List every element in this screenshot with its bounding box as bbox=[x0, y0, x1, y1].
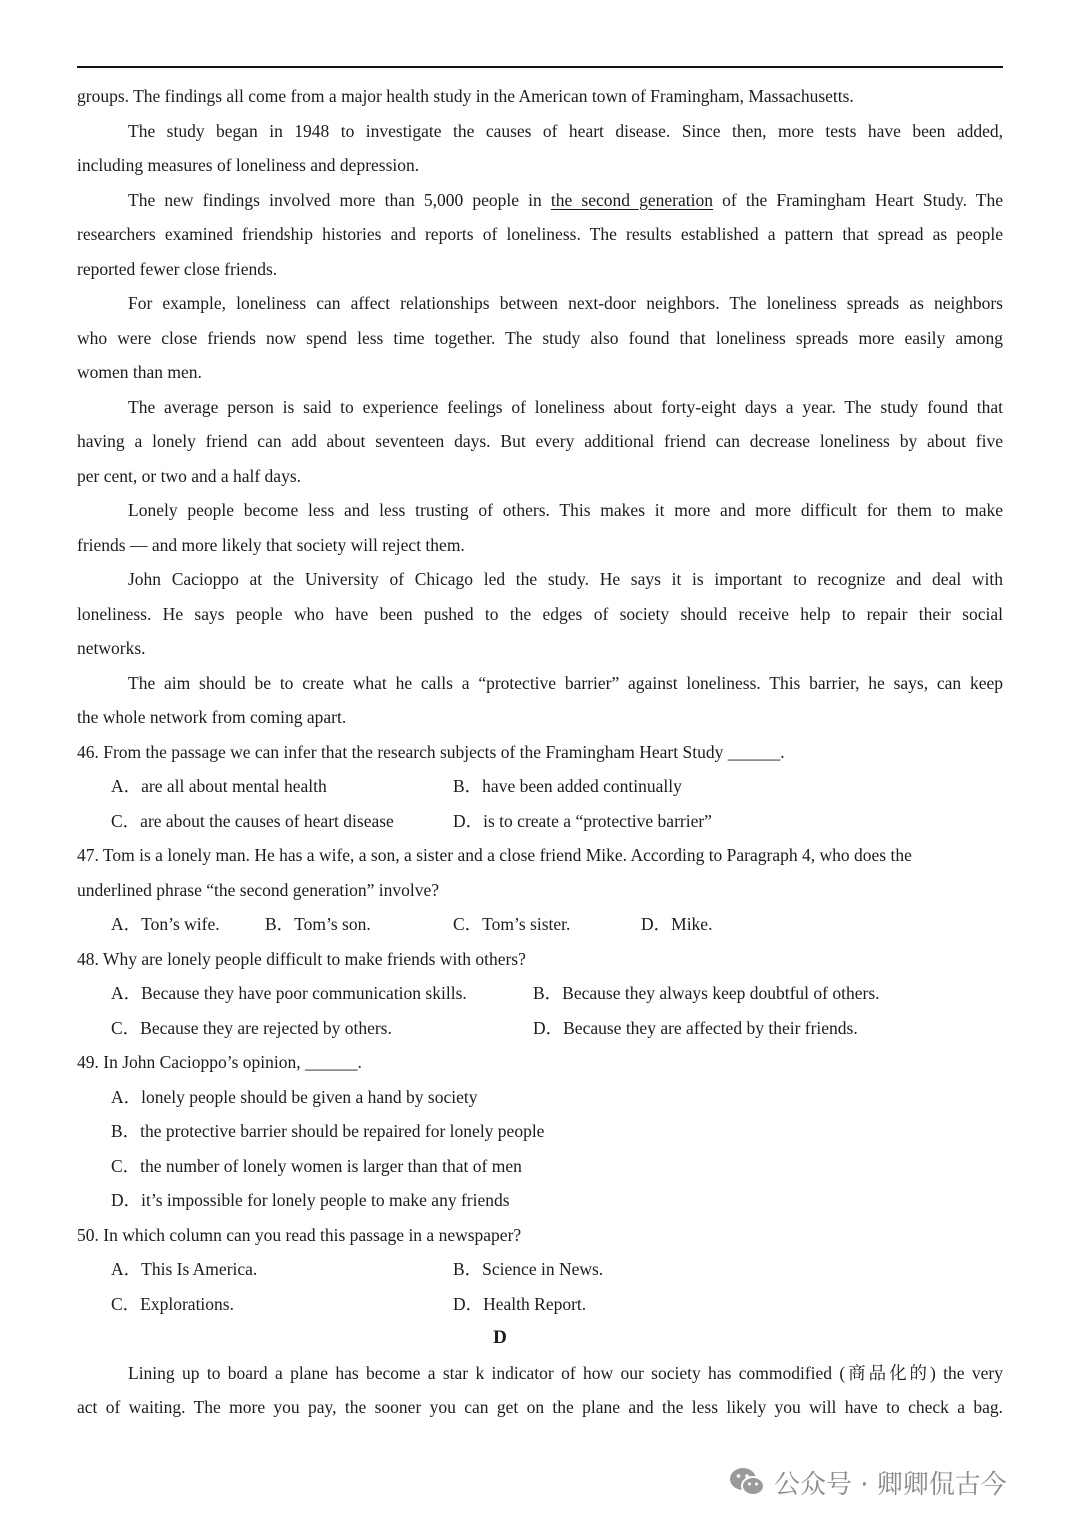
option-d: D．is to create a “protective barrier” bbox=[453, 810, 712, 831]
passage-line: The study began in 1948 to investigate the causes of heart disease. Since then, more tests have been added, bbox=[128, 120, 1003, 141]
passage-line: act of waiting. The more you pay, the sooner you can get on the plane and the less likely you will have to check a bag. bbox=[77, 1397, 1003, 1417]
option-row bbox=[77, 769, 1003, 804]
option-c: C．Tom’s sister. bbox=[453, 914, 571, 934]
option-a: A．This Is America. bbox=[111, 1259, 258, 1279]
content bbox=[77, 79, 1003, 1425]
option-row bbox=[77, 1287, 1003, 1322]
passage-line: Lining up to board a plane has become a star k indicator of how our society has commodified (商品化的) the very bbox=[128, 1362, 1003, 1383]
passage-line: loneliness. He says people who have been pushed to the edges of society should receive help to repair their social bbox=[77, 603, 1003, 624]
passage-line: per cent, or two and a half days. bbox=[77, 465, 302, 486]
option-a: A．lonely people should be given a hand by society bbox=[111, 1086, 478, 1107]
text-run: of the Framingham Heart Study. The bbox=[712, 189, 1004, 210]
option-row bbox=[77, 976, 1003, 1011]
option-c: C．the number of lonely women is larger than that of men bbox=[111, 1155, 522, 1176]
option-c: C．Explorations. bbox=[111, 1293, 234, 1314]
passage-line: friends — and more likely that society will reject them. bbox=[77, 534, 465, 555]
option-a: A．are all about mental health bbox=[111, 776, 327, 796]
option-d: D．Health Report. bbox=[453, 1293, 587, 1314]
passage-line: including measures of loneliness and depression. bbox=[77, 155, 420, 175]
question-46-stem: 46. From the passage we can infer that the research subjects of the Framingham Heart Study ______. bbox=[77, 741, 785, 762]
option-b: B．Tom’s son. bbox=[265, 914, 371, 934]
option-b: B．have been added continually bbox=[453, 776, 682, 796]
option-c: C．are about the causes of heart disease bbox=[111, 810, 394, 831]
option-d: D．it’s impossible for lonely people to make any friends bbox=[111, 1190, 510, 1210]
text-run: The new findings involved more than 5,000 people in bbox=[128, 189, 551, 210]
question-48-stem: 48. Why are lonely people difficult to make friends with others? bbox=[77, 948, 526, 969]
watermark-text: 公众号 · 卿卿侃古今 bbox=[774, 1469, 1007, 1500]
option-c: C．Because they are rejected by others. bbox=[111, 1017, 392, 1038]
passage-line: The aim should be to create what he calls a “protective barrier” against loneliness. This barrier, he says, can keep bbox=[128, 672, 1003, 693]
passage-line: women than men. bbox=[77, 362, 202, 382]
passage-line: John Cacioppo at the University of Chicago led the study. He says it is important to recognize and deal with bbox=[128, 569, 1003, 589]
question-49-stem: 49. In John Cacioppo’s opinion, ______. bbox=[77, 1052, 362, 1072]
passage-line: researchers examined friendship histories and reports of loneliness. The results established a pattern that spread as people bbox=[77, 224, 1003, 244]
option-b: B．the protective barrier should be repaired for lonely people bbox=[111, 1121, 545, 1141]
passage-line: Lonely people become less and less trusting of others. This makes it more and more difficult for them to make bbox=[128, 500, 1003, 520]
option-d: D．Mike. bbox=[641, 914, 713, 934]
option-b: B．Science in News. bbox=[453, 1259, 604, 1279]
underlined-phrase: the second generation bbox=[550, 189, 713, 210]
passage-line: who were close friends now spend less time together. The study also found that loneliness spreads more easily among bbox=[77, 327, 1003, 348]
option-b: B．Because they always keep doubtful of others. bbox=[533, 983, 880, 1003]
option-a: A．Because they have poor communication skills. bbox=[111, 983, 467, 1003]
passage-line: The average person is said to experience feelings of loneliness about forty-eight days a year. The study found that bbox=[128, 396, 1003, 417]
passage-line: the whole network from coming apart. bbox=[77, 707, 347, 727]
passage-line: reported fewer close friends. bbox=[77, 258, 278, 279]
option-row bbox=[77, 907, 1003, 942]
passage-line: networks. bbox=[77, 638, 146, 658]
question-47-stem: 47. Tom is a lonely man. He has a wife, a son, a sister and a close friend Mike. According to Paragraph 4, who does the bbox=[77, 845, 912, 865]
option-d: D．Because they are affected by their friends. bbox=[533, 1017, 858, 1038]
passage-line: having a lonely friend can add about seventeen days. But every additional friend can decrease loneliness by about five bbox=[77, 431, 1003, 451]
section-heading: D bbox=[493, 1327, 507, 1348]
question-50-stem: 50. In which column can you read this passage in a newspaper? bbox=[77, 1224, 522, 1245]
passage-line: For example, loneliness can affect relationships between next-door neighbors. The loneliness spreads as neighbors bbox=[128, 293, 1003, 313]
passage-line: groups. The findings all come from a major health study in the American town of Framingham, Massachusetts. bbox=[77, 86, 854, 106]
passage-line bbox=[77, 183, 1003, 218]
header-rule bbox=[77, 66, 1003, 68]
option-row bbox=[77, 1011, 1003, 1046]
option-a: A．Ton’s wife. bbox=[111, 914, 220, 934]
question-47-stem: underlined phrase “the second generation” involve? bbox=[77, 879, 440, 900]
option-row bbox=[77, 1252, 1003, 1287]
watermark bbox=[728, 1462, 1007, 1502]
option-row bbox=[77, 804, 1003, 839]
wechat-icon bbox=[728, 1465, 766, 1499]
